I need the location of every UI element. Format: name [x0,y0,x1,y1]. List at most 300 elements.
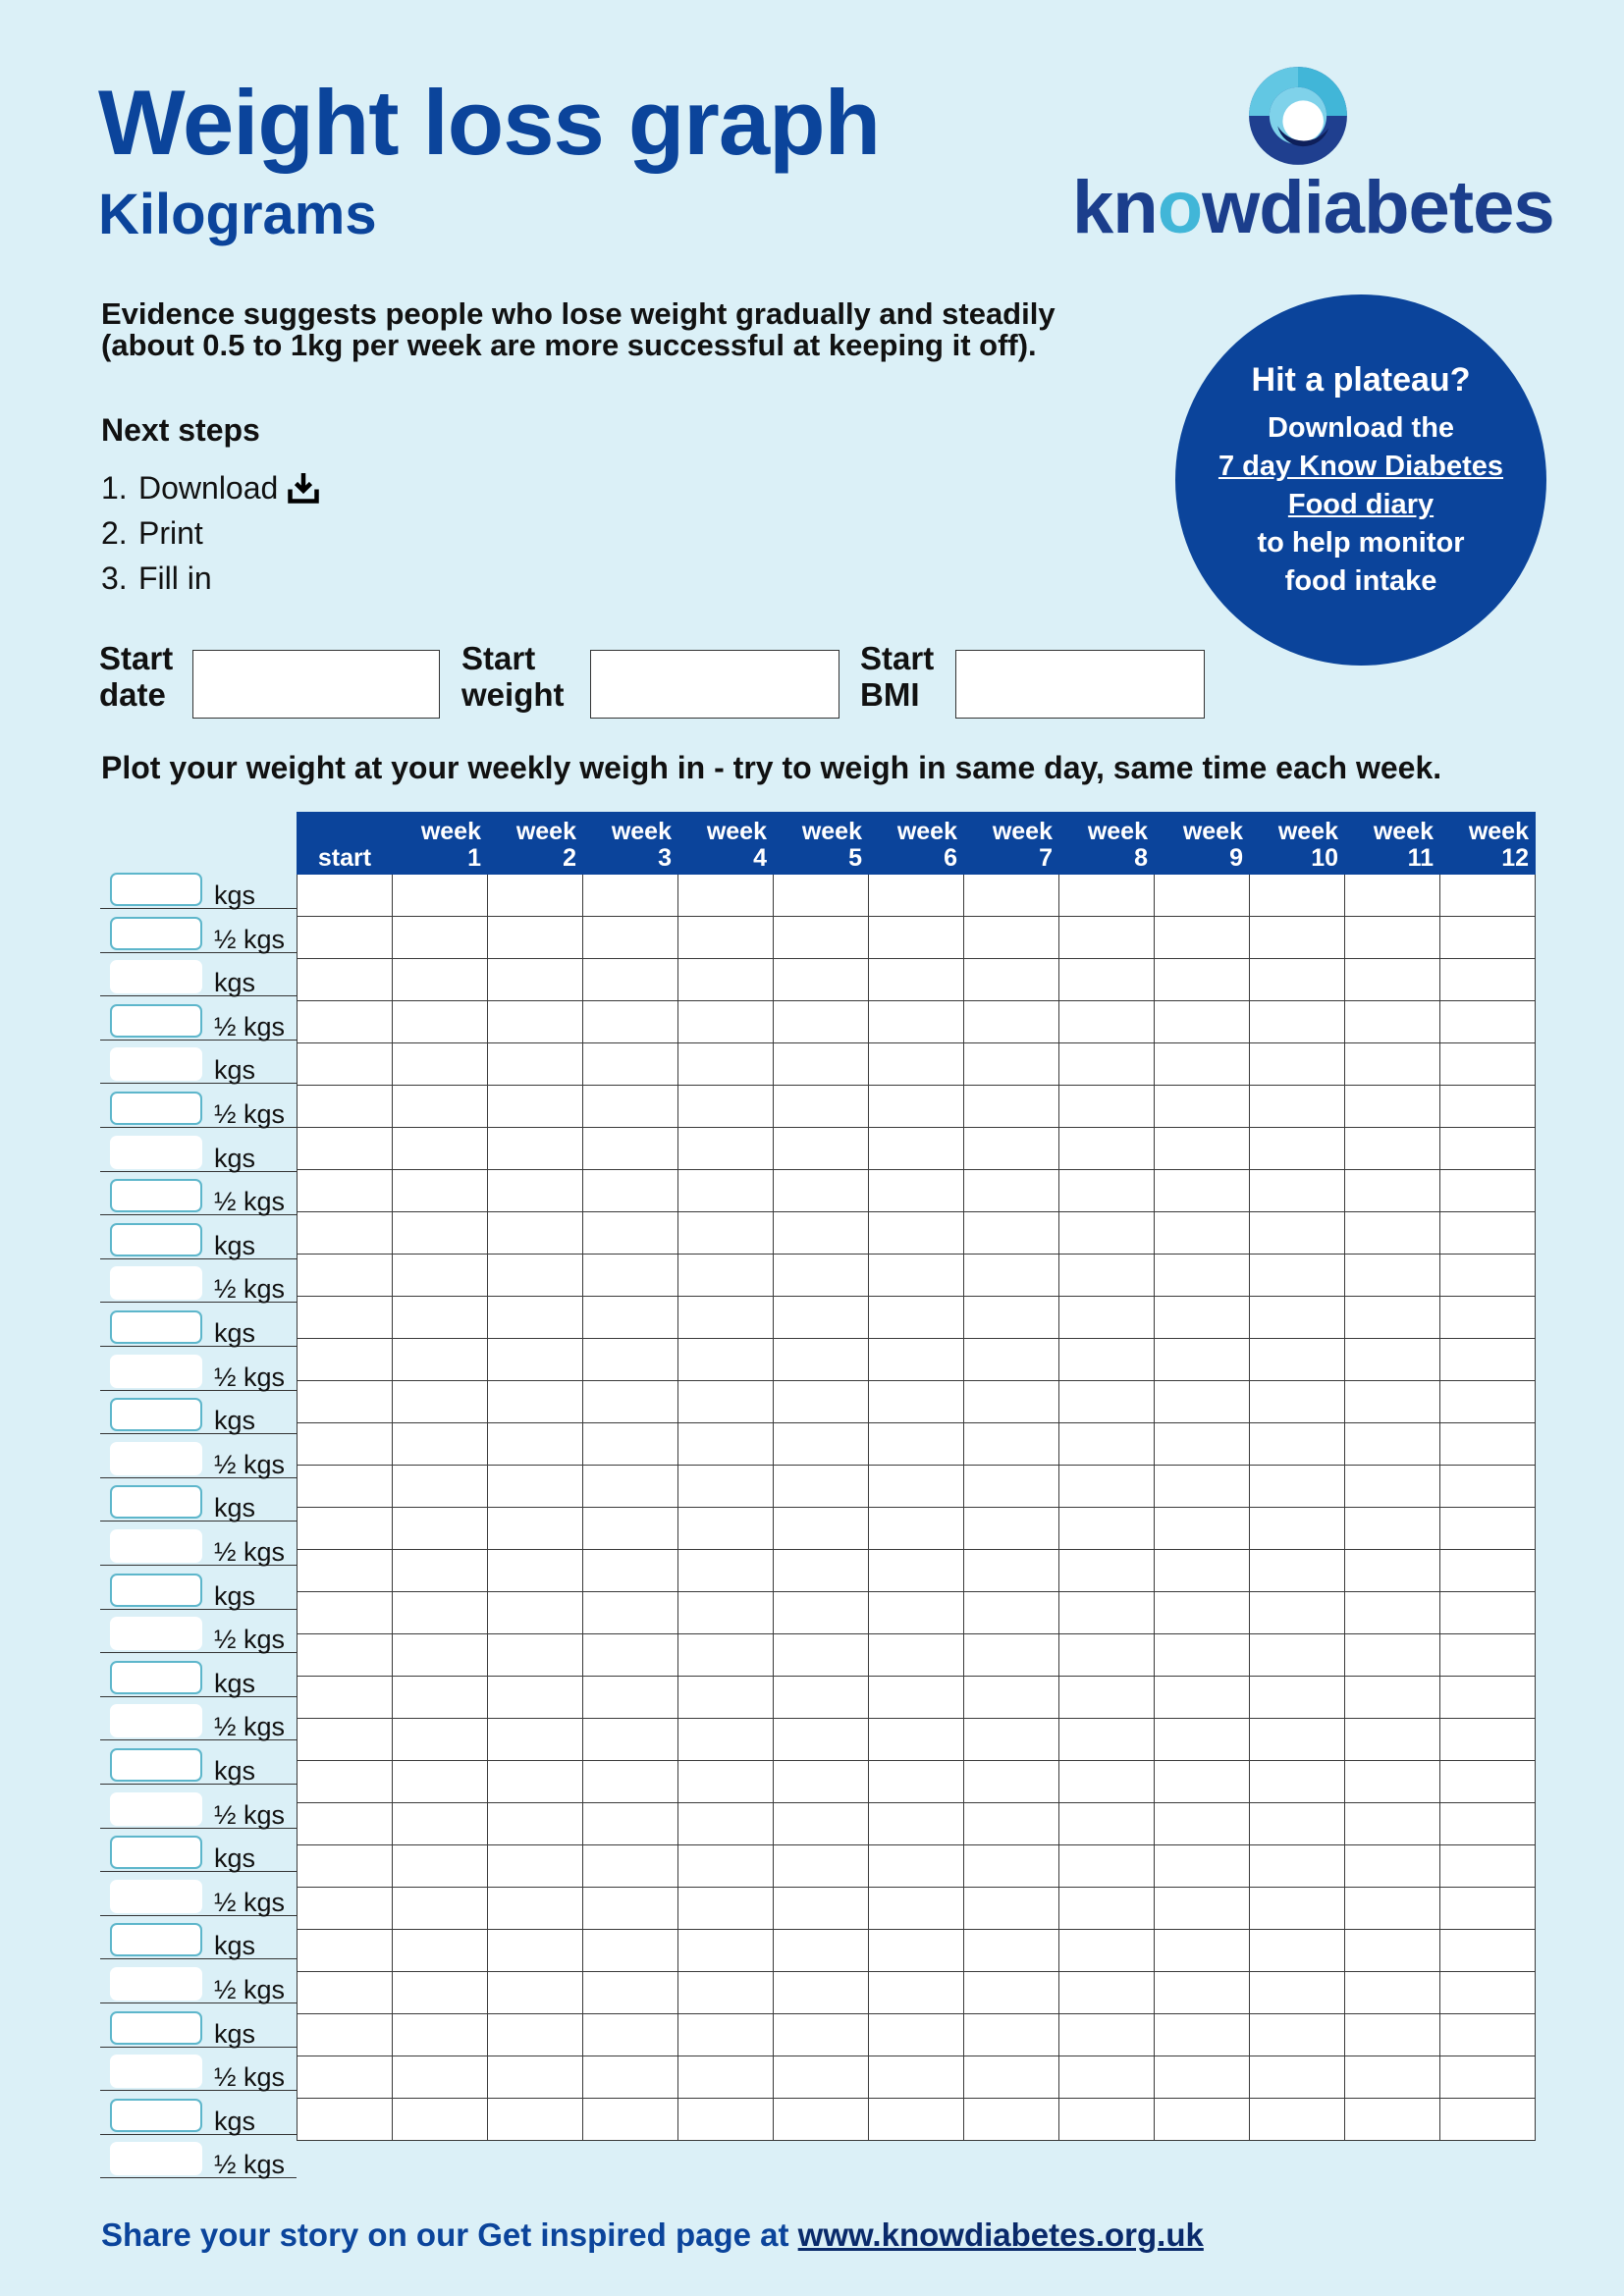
grid-cell[interactable] [964,1381,1059,1423]
grid-cell[interactable] [964,1508,1059,1550]
grid-cell[interactable] [488,1001,583,1043]
grid-cell[interactable] [298,875,393,917]
grid-cell[interactable] [298,2056,393,2099]
grid-cell[interactable] [1440,1086,1536,1128]
grid-cell[interactable] [774,1212,869,1255]
grid-cell[interactable] [298,1719,393,1761]
grid-cell[interactable] [964,2014,1059,2056]
grid-cell[interactable] [964,1634,1059,1677]
grid-cell[interactable] [583,1803,678,1845]
grid-cell[interactable] [678,1930,774,1972]
grid-cell[interactable] [1059,1803,1155,1845]
grid-cell[interactable] [869,1972,964,2014]
weight-value-input[interactable] [110,1092,202,1125]
grid-cell[interactable] [393,2099,488,2141]
grid-cell[interactable] [583,1255,678,1297]
grid-cell[interactable] [1059,1170,1155,1212]
grid-cell[interactable] [1250,1086,1345,1128]
grid-cell[interactable] [488,1677,583,1719]
grid-cell[interactable] [1440,1634,1536,1677]
grid-cell[interactable] [869,1212,964,1255]
grid-cell[interactable] [298,1592,393,1634]
grid-cell[interactable] [964,1803,1059,1845]
grid-cell[interactable] [393,1592,488,1634]
grid-cell[interactable] [393,1803,488,1845]
grid-cell[interactable] [869,1297,964,1339]
grid-cell[interactable] [1059,1297,1155,1339]
grid-cell[interactable] [869,2056,964,2099]
grid-cell[interactable] [1345,2056,1440,2099]
grid-cell[interactable] [583,1845,678,1888]
grid-cell[interactable] [1059,1972,1155,2014]
grid-cell[interactable] [678,1761,774,1803]
grid-cell[interactable] [964,1466,1059,1508]
grid-cell[interactable] [1250,1297,1345,1339]
grid-cell[interactable] [1155,1001,1250,1043]
weight-value-input[interactable] [110,1398,202,1431]
grid-cell[interactable] [678,959,774,1001]
grid-cell[interactable] [1059,1719,1155,1761]
weight-value-input[interactable] [110,1836,202,1869]
grid-cell[interactable] [1440,1128,1536,1170]
weight-value-input[interactable] [110,2142,202,2175]
grid-cell[interactable] [298,959,393,1001]
grid-cell[interactable] [1250,1423,1345,1466]
grid-cell[interactable] [774,2099,869,2141]
grid-cell[interactable] [1155,1719,1250,1761]
grid-cell[interactable] [488,1170,583,1212]
grid-cell[interactable] [1155,1592,1250,1634]
grid-cell[interactable] [393,1888,488,1930]
grid-cell[interactable] [964,1086,1059,1128]
grid-cell[interactable] [1345,1803,1440,1845]
grid-cell[interactable] [1440,917,1536,959]
grid-cell[interactable] [1345,1255,1440,1297]
grid-cell[interactable] [583,1888,678,1930]
start-bmi-field[interactable] [955,650,1205,719]
grid-cell[interactable] [964,875,1059,917]
grid-cell[interactable] [1155,875,1250,917]
weight-value-input[interactable] [110,1617,202,1650]
grid-cell[interactable] [298,1001,393,1043]
grid-cell[interactable] [1059,1128,1155,1170]
grid-cell[interactable] [1345,1719,1440,1761]
grid-cell[interactable] [393,959,488,1001]
grid-cell[interactable] [678,1592,774,1634]
grid-cell[interactable] [393,1170,488,1212]
weight-value-input[interactable] [110,1529,202,1563]
grid-cell[interactable] [678,1972,774,2014]
grid-cell[interactable] [964,1550,1059,1592]
grid-cell[interactable] [1059,1339,1155,1381]
grid-cell[interactable] [298,1845,393,1888]
grid-cell[interactable] [1345,917,1440,959]
grid-cell[interactable] [869,1592,964,1634]
grid-cell[interactable] [1250,917,1345,959]
grid-cell[interactable] [583,1170,678,1212]
grid-cell[interactable] [964,1592,1059,1634]
grid-cell[interactable] [1345,1550,1440,1592]
grid-cell[interactable] [678,875,774,917]
grid-cell[interactable] [393,1466,488,1508]
grid-cell[interactable] [298,1255,393,1297]
grid-cell[interactable] [1059,1255,1155,1297]
grid-cell[interactable] [298,1550,393,1592]
grid-cell[interactable] [488,1888,583,1930]
grid-cell[interactable] [869,2014,964,2056]
grid-cell[interactable] [1345,1845,1440,1888]
grid-cell[interactable] [1345,1381,1440,1423]
grid-cell[interactable] [774,1508,869,1550]
grid-cell[interactable] [774,1845,869,1888]
grid-cell[interactable] [583,1761,678,1803]
grid-cell[interactable] [393,2056,488,2099]
grid-cell[interactable] [678,1212,774,1255]
grid-cell[interactable] [1155,1888,1250,1930]
grid-cell[interactable] [488,1592,583,1634]
grid-cell[interactable] [774,1677,869,1719]
grid-cell[interactable] [964,2056,1059,2099]
grid-cell[interactable] [1155,1508,1250,1550]
grid-cell[interactable] [774,959,869,1001]
grid-cell[interactable] [964,1972,1059,2014]
grid-cell[interactable] [1250,2056,1345,2099]
grid-cell[interactable] [964,1423,1059,1466]
grid-cell[interactable] [1250,1550,1345,1592]
grid-cell[interactable] [1345,875,1440,917]
food-diary-link-2[interactable]: Food diary [1287,489,1435,520]
grid-cell[interactable] [774,1888,869,1930]
grid-cell[interactable] [298,1381,393,1423]
grid-cell[interactable] [774,1719,869,1761]
grid-cell[interactable] [678,1339,774,1381]
grid-cell[interactable] [678,1297,774,1339]
grid-cell[interactable] [488,1086,583,1128]
grid-cell[interactable] [1345,1212,1440,1255]
grid-cell[interactable] [1345,1761,1440,1803]
grid-cell[interactable] [1059,875,1155,917]
grid-cell[interactable] [678,1677,774,1719]
weight-value-input[interactable] [110,1792,202,1826]
weight-value-input[interactable] [110,1355,202,1388]
weight-value-input[interactable] [110,1047,202,1081]
grid-cell[interactable] [393,1128,488,1170]
grid-cell[interactable] [964,1888,1059,1930]
grid-cell[interactable] [488,1423,583,1466]
weight-value-input[interactable] [110,1223,202,1256]
grid-cell[interactable] [583,1972,678,2014]
grid-cell[interactable] [393,1043,488,1086]
grid-cell[interactable] [298,1677,393,1719]
grid-cell[interactable] [1345,1339,1440,1381]
food-diary-link[interactable]: 7 day Know Diabetes [1218,451,1504,482]
grid-cell[interactable] [1059,1634,1155,1677]
grid-cell[interactable] [1059,1423,1155,1466]
grid-cell[interactable] [1345,1466,1440,1508]
grid-cell[interactable] [678,1845,774,1888]
grid-cell[interactable] [488,1255,583,1297]
grid-cell[interactable] [774,1128,869,1170]
grid-cell[interactable] [583,959,678,1001]
grid-cell[interactable] [1440,1212,1536,1255]
grid-cell[interactable] [869,1550,964,1592]
grid-cell[interactable] [1155,1170,1250,1212]
grid-cell[interactable] [1155,917,1250,959]
grid-cell[interactable] [869,2099,964,2141]
download-icon[interactable] [286,470,321,506]
grid-cell[interactable] [1250,1888,1345,1930]
grid-cell[interactable] [1059,1381,1155,1423]
grid-cell[interactable] [1155,1255,1250,1297]
grid-cell[interactable] [1345,1423,1440,1466]
grid-cell[interactable] [1059,1466,1155,1508]
grid-cell[interactable] [1059,1761,1155,1803]
weight-value-input[interactable] [110,1704,202,1737]
grid-cell[interactable] [298,1128,393,1170]
weight-value-input[interactable] [110,960,202,993]
grid-cell[interactable] [298,1297,393,1339]
weight-value-input[interactable] [110,1661,202,1694]
grid-cell[interactable] [393,1845,488,1888]
grid-cell[interactable] [583,1086,678,1128]
grid-cell[interactable] [1440,1888,1536,1930]
grid-cell[interactable] [1155,1803,1250,1845]
grid-cell[interactable] [298,2099,393,2141]
grid-cell[interactable] [964,1339,1059,1381]
grid-cell[interactable] [583,2099,678,2141]
grid-cell[interactable] [1059,2014,1155,2056]
grid-cell[interactable] [1059,1592,1155,1634]
grid-cell[interactable] [1250,1677,1345,1719]
grid-cell[interactable] [1345,1086,1440,1128]
grid-cell[interactable] [964,1212,1059,1255]
grid-cell[interactable] [869,1170,964,1212]
grid-cell[interactable] [393,1761,488,1803]
grid-cell[interactable] [869,1466,964,1508]
grid-cell[interactable] [393,1381,488,1423]
grid-cell[interactable] [1440,1297,1536,1339]
grid-cell[interactable] [774,1466,869,1508]
grid-cell[interactable] [869,1086,964,1128]
grid-cell[interactable] [1440,2099,1536,2141]
grid-cell[interactable] [1440,1592,1536,1634]
grid-cell[interactable] [774,875,869,917]
grid-cell[interactable] [1440,1001,1536,1043]
grid-cell[interactable] [964,2099,1059,2141]
grid-cell[interactable] [869,1634,964,1677]
grid-cell[interactable] [678,2099,774,2141]
grid-cell[interactable] [1250,1001,1345,1043]
grid-cell[interactable] [774,1930,869,1972]
weight-value-input[interactable] [110,1266,202,1300]
grid-cell[interactable] [298,1803,393,1845]
grid-cell[interactable] [298,1043,393,1086]
grid-cell[interactable] [298,1761,393,1803]
grid-cell[interactable] [774,2014,869,2056]
grid-cell[interactable] [678,2056,774,2099]
grid-cell[interactable] [678,1255,774,1297]
grid-cell[interactable] [1345,1888,1440,1930]
grid-cell[interactable] [678,1466,774,1508]
grid-cell[interactable] [583,1423,678,1466]
grid-cell[interactable] [583,1677,678,1719]
grid-cell[interactable] [964,1128,1059,1170]
grid-cell[interactable] [1059,1043,1155,1086]
grid-cell[interactable] [1345,959,1440,1001]
grid-cell[interactable] [1059,1212,1155,1255]
grid-cell[interactable] [488,1466,583,1508]
grid-cell[interactable] [774,2056,869,2099]
grid-cell[interactable] [393,1930,488,1972]
grid-cell[interactable] [488,1550,583,1592]
grid-cell[interactable] [678,1634,774,1677]
grid-cell[interactable] [964,917,1059,959]
grid-cell[interactable] [774,917,869,959]
grid-cell[interactable] [1250,1803,1345,1845]
weight-value-input[interactable] [110,1442,202,1475]
weight-value-input[interactable] [110,1923,202,1956]
weight-value-input[interactable] [110,2055,202,2088]
grid-cell[interactable] [1440,1381,1536,1423]
grid-cell[interactable] [869,1930,964,1972]
grid-cell[interactable] [583,875,678,917]
grid-cell[interactable] [488,1381,583,1423]
grid-cell[interactable] [298,1086,393,1128]
weight-value-input[interactable] [110,1967,202,2001]
grid-cell[interactable] [298,1888,393,1930]
grid-cell[interactable] [869,1803,964,1845]
grid-cell[interactable] [1250,875,1345,917]
grid-cell[interactable] [393,1255,488,1297]
grid-cell[interactable] [1155,1972,1250,2014]
grid-cell[interactable] [1345,1972,1440,2014]
grid-cell[interactable] [1440,1170,1536,1212]
grid-cell[interactable] [393,1086,488,1128]
grid-cell[interactable] [774,1086,869,1128]
grid-cell[interactable] [488,2056,583,2099]
weight-value-input[interactable] [110,1574,202,1607]
grid-cell[interactable] [1155,2056,1250,2099]
grid-cell[interactable] [488,1719,583,1761]
grid-cell[interactable] [298,1339,393,1381]
grid-cell[interactable] [488,1339,583,1381]
grid-cell[interactable] [964,1845,1059,1888]
grid-cell[interactable] [583,1001,678,1043]
grid-cell[interactable] [583,1508,678,1550]
grid-cell[interactable] [1059,2056,1155,2099]
grid-cell[interactable] [488,1212,583,1255]
grid-cell[interactable] [583,1381,678,1423]
grid-cell[interactable] [393,1339,488,1381]
grid-cell[interactable] [583,1212,678,1255]
grid-cell[interactable] [583,1339,678,1381]
grid-cell[interactable] [1345,1930,1440,1972]
grid-cell[interactable] [1250,1381,1345,1423]
grid-cell[interactable] [488,1508,583,1550]
grid-cell[interactable] [1440,1550,1536,1592]
grid-cell[interactable] [583,1634,678,1677]
grid-cell[interactable] [1250,1634,1345,1677]
grid-cell[interactable] [1345,1001,1440,1043]
grid-cell[interactable] [298,1634,393,1677]
grid-cell[interactable] [488,1297,583,1339]
grid-cell[interactable] [1155,1634,1250,1677]
grid-cell[interactable] [1155,1297,1250,1339]
weight-value-input[interactable] [110,917,202,950]
grid-cell[interactable] [1155,1550,1250,1592]
grid-cell[interactable] [1155,959,1250,1001]
grid-cell[interactable] [869,875,964,917]
grid-cell[interactable] [298,1466,393,1508]
grid-cell[interactable] [869,1128,964,1170]
grid-cell[interactable] [1155,1339,1250,1381]
grid-cell[interactable] [869,1761,964,1803]
grid-cell[interactable] [869,1001,964,1043]
grid-cell[interactable] [1059,1845,1155,1888]
grid-cell[interactable] [1440,875,1536,917]
grid-cell[interactable] [1345,2099,1440,2141]
grid-cell[interactable] [964,1255,1059,1297]
grid-cell[interactable] [869,1508,964,1550]
grid-cell[interactable] [774,1592,869,1634]
grid-cell[interactable] [1059,1086,1155,1128]
grid-cell[interactable] [774,1001,869,1043]
grid-cell[interactable] [774,1381,869,1423]
grid-cell[interactable] [678,1719,774,1761]
grid-cell[interactable] [1250,1845,1345,1888]
grid-cell[interactable] [678,1086,774,1128]
grid-cell[interactable] [678,1423,774,1466]
grid-cell[interactable] [393,2014,488,2056]
grid-cell[interactable] [774,1972,869,2014]
grid-cell[interactable] [678,917,774,959]
grid-cell[interactable] [964,1930,1059,1972]
grid-cell[interactable] [1440,1719,1536,1761]
grid-cell[interactable] [678,1381,774,1423]
grid-cell[interactable] [583,1592,678,1634]
weight-value-input[interactable] [110,873,202,906]
grid-cell[interactable] [1440,1677,1536,1719]
grid-cell[interactable] [869,1677,964,1719]
grid-cell[interactable] [678,1128,774,1170]
grid-cell[interactable] [1059,1550,1155,1592]
grid-cell[interactable] [1345,2014,1440,2056]
grid-cell[interactable] [1250,1170,1345,1212]
grid-cell[interactable] [298,1212,393,1255]
weight-value-input[interactable] [110,1136,202,1169]
grid-cell[interactable] [393,1719,488,1761]
grid-cell[interactable] [488,1634,583,1677]
grid-cell[interactable] [583,1719,678,1761]
grid-cell[interactable] [869,1255,964,1297]
grid-cell[interactable] [1440,1043,1536,1086]
grid-cell[interactable] [964,959,1059,1001]
grid-cell[interactable] [1440,1761,1536,1803]
grid-cell[interactable] [583,1297,678,1339]
grid-cell[interactable] [774,1297,869,1339]
grid-cell[interactable] [1155,1845,1250,1888]
grid-cell[interactable] [964,1170,1059,1212]
grid-cell[interactable] [1155,2014,1250,2056]
grid-cell[interactable] [488,1043,583,1086]
grid-cell[interactable] [1250,1592,1345,1634]
grid-cell[interactable] [488,1972,583,2014]
grid-cell[interactable] [774,1170,869,1212]
grid-cell[interactable] [583,1550,678,1592]
grid-cell[interactable] [393,1677,488,1719]
grid-cell[interactable] [583,1930,678,1972]
weight-value-input[interactable] [110,1004,202,1038]
